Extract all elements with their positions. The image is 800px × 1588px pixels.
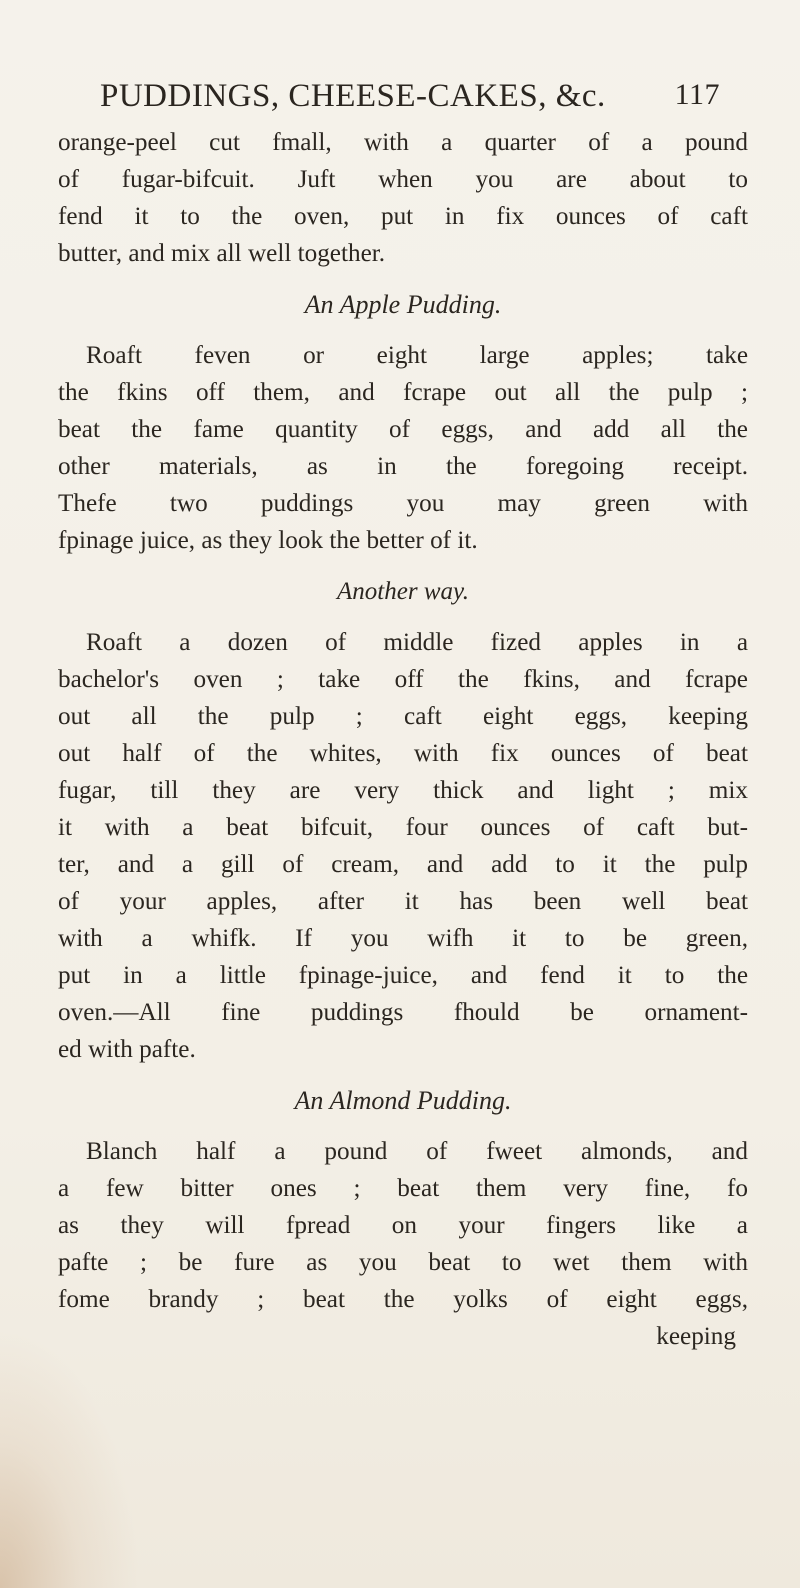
text-line: put in a little fpinage-juice, and fend it to the — [58, 962, 748, 989]
text-line: oven.—All fine puddings fhould be ornament- — [58, 999, 748, 1026]
text-line: it with a beat bifcuit, four ounces of caft but- — [58, 814, 748, 841]
text-line: Blanch half a pound of fweet almonds, and — [86, 1138, 748, 1165]
text-line: Thefe two puddings you may green with — [58, 490, 748, 517]
text-line: out all the pulp ; caft eight eggs, keeping — [58, 703, 748, 730]
text-line: fome brandy ; beat the yolks of eight eggs, — [58, 1286, 748, 1313]
text-line: with a whifk. If you wifh it to be green, — [58, 925, 748, 952]
body-text — [58, 124, 748, 1355]
section-heading-another-way: Another way. — [337, 578, 469, 605]
page-number: 117 — [674, 78, 720, 111]
text-line: out half of the whites, with fix ounces of beat — [58, 740, 748, 767]
page-stain — [0, 1328, 140, 1588]
text-line: other materials, as in the foregoing receipt. — [58, 453, 748, 480]
text-line: ter, and a gill of cream, and add to it the pulp — [58, 851, 748, 878]
text-line: the fkins off them, and fcrape out all the pulp ; — [58, 379, 748, 406]
text-line: beat the fame quantity of eggs, and add all the — [58, 416, 748, 443]
text-line: pafte ; be fure as you beat to wet them with — [58, 1249, 748, 1276]
text-line: as they will fpread on your fingers like a — [58, 1212, 748, 1239]
catchword: keeping — [656, 1323, 736, 1350]
section-heading-almond-pudding: An Almond Pudding. — [294, 1086, 512, 1115]
text-line: Roaft a dozen of middle fized apples in a — [86, 629, 748, 656]
text-line: bachelor's oven ; take off the fkins, and fcrape — [58, 666, 748, 693]
text-line: a few bitter ones ; beat them very fine, fo — [58, 1175, 748, 1202]
text-line: butter, and mix all well together. — [58, 240, 386, 267]
text-line: fpinage juice, as they look the better of it. — [58, 527, 478, 554]
text-line: orange-peel cut fmall, with a quarter of a pound — [58, 129, 748, 156]
text-line: fugar, till they are very thick and light ; mix — [58, 777, 748, 804]
running-head — [100, 78, 720, 118]
text-line: Roaft feven or eight large apples; take — [86, 342, 748, 369]
text-line: of fugar-bifcuit. Juft when you are about to — [58, 166, 748, 193]
text-line: of your apples, after it has been well beat — [58, 888, 748, 915]
text-line: ed with pafte. — [58, 1036, 196, 1063]
section-heading-apple-pudding: An Apple Pudding. — [304, 290, 502, 319]
running-head-title: PUDDINGS, CHEESE-CAKES, &c. — [100, 78, 606, 114]
text-line: fend it to the oven, put in fix ounces of caft — [58, 203, 748, 230]
